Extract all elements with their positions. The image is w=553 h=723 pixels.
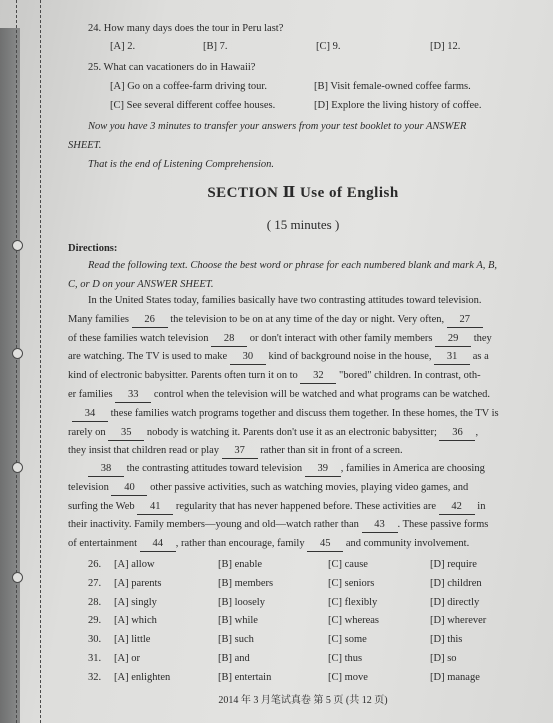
cloze-blank-31[interactable]: 31 [434,350,470,365]
question-25-option-d: [D] Explore the living history of coffee. [314,100,482,111]
passage-text: their inactivity. Family members—young and old—watch rather than [68,519,362,531]
page-footer: 2014 年 3 月笔试真卷 第 5 页 (共 12 页) [218,695,388,706]
binding-hole-icon [12,462,23,473]
choice-option-b[interactable]: [B] enable [218,559,263,570]
cloze-blank-30[interactable]: 30 [230,350,266,365]
passage-text: er families [68,389,116,400]
choice-option-a[interactable]: [A] parents [114,577,162,589]
question-25-option-a: [A] Go on a coffee-farm driving tour. [110,81,267,92]
choice-option-a[interactable]: [A] little [114,634,151,646]
choice-option-b[interactable]: [B] and [218,653,250,664]
passage-text: television [68,481,112,493]
passage-text: regularity that has never happened before. These activities are [173,500,439,512]
cloze-blank-42[interactable]: 42 [439,500,475,515]
passage-text: surfing the Web [68,500,138,512]
section-title: SECTION Ⅱ Use of English [207,185,399,201]
passage-text: the contrasting attitudes toward television [124,463,305,474]
passage-line [68,498,485,517]
question-25-option-b: [B] Visit female-owned coffee farms. [314,81,471,92]
passage-text: of these families watch television [68,332,212,344]
section-duration: ( 15 minutes ) [266,217,340,232]
choice-option-a[interactable]: [A] or [114,653,140,664]
cloze-blank-45[interactable]: 45 [307,537,343,552]
choice-option-c[interactable]: [C] whereas [328,615,380,627]
passage-text: rather than sit in front of a screen. [257,445,403,457]
choice-option-a[interactable]: [A] singly [114,596,157,608]
passage-line [68,479,468,498]
cloze-blank-43[interactable]: 43 [362,518,398,533]
choice-option-a[interactable]: [A] allow [114,559,155,570]
passage-text: they [471,332,492,344]
choice-option-d[interactable]: [D] wherever [430,615,487,627]
choice-option-d[interactable]: [D] this [430,634,463,646]
passage-line [68,367,481,386]
passage-text: . These passive forms [397,519,489,531]
passage-text: rarely on [68,426,109,438]
binding-hole-icon [12,348,23,359]
cloze-blank-40[interactable]: 40 [111,481,147,496]
cloze-blank-33[interactable]: 33 [115,388,151,403]
passage-text: and community involvement. [343,538,470,550]
passage-line [88,460,485,479]
choice-number: 28. [88,596,102,608]
binding-shadow [0,28,20,723]
question-25-stem: 25. What can vacationers do in Hawaii? [88,62,256,73]
choice-option-c[interactable]: [C] thus [328,653,363,664]
passage-line [72,405,499,424]
cloze-blank-32[interactable]: 32 [300,369,336,384]
choice-option-d[interactable]: [D] directly [430,596,480,608]
directions-label: Directions: [68,243,118,254]
passage-text: these families watch programs together and discuss them together. In these homes, the TV is [108,407,499,419]
passage-text: nobody is watching it. Parents don't use it as an electronic babysitter; [144,426,440,438]
cloze-blank-44[interactable]: 44 [140,537,176,552]
passage-line [88,292,482,311]
choice-option-c[interactable]: [C] flexibly [328,596,378,608]
passage-text: , rather than encourage, family [175,538,308,550]
question-24-option-a: [A] 2. [110,41,136,52]
cloze-blank-27[interactable]: 27 [447,313,483,328]
choice-option-c[interactable]: [C] some [328,634,367,646]
passage-text: as a [470,351,489,363]
passage-line [68,516,488,535]
cloze-blank-28[interactable]: 28 [211,332,247,347]
passage-text: "bored" children. In contrast, oth- [336,370,481,382]
transfer-instruction-cont: SHEET. [68,140,102,151]
choice-option-b[interactable]: [B] while [218,615,258,627]
passage-text: kind of background noise in the house, [265,351,435,363]
choice-option-c[interactable]: [C] seniors [328,577,375,589]
cloze-blank-37[interactable]: 37 [222,444,258,459]
choice-option-d[interactable]: [D] require [430,559,477,570]
passage-text: other passive activities, such as watching movies, playing video games, and [147,481,469,493]
cloze-blank-29[interactable]: 29 [435,332,471,347]
question-25-option-c: [C] See several different coffee houses. [110,100,276,111]
choice-number: 26. [88,559,102,570]
directions-text-cont: C, or D on your ANSWER SHEET. [68,279,214,290]
passage-text: are watching. The TV is used to make [68,351,230,363]
passage-text: of entertainment [68,538,140,550]
cloze-blank-39[interactable]: 39 [305,462,341,477]
choice-option-a[interactable]: [A] which [114,615,157,627]
cloze-blank-26[interactable]: 26 [132,313,168,328]
passage-text: the television to be on at any time of the day or night. Very often, [167,313,447,325]
binding-hole-icon [12,572,23,583]
passage-text: In the United States today, families basically have two contrasting attitudes toward television. [88,295,482,306]
cloze-blank-34[interactable]: 34 [72,407,108,422]
choice-number: 32. [88,671,102,683]
cloze-blank-41[interactable]: 41 [137,500,173,515]
directions-text: Read the following text. Choose the best word or phrase for each numbered blank and mark A, B, [88,260,498,271]
transfer-instruction: Now you have 3 minutes to transfer your answers from your test booklet to your ANSWER [88,121,467,132]
passage-text: , families in America are choosing [340,463,485,474]
choice-number: 27. [88,577,102,589]
passage-line [68,348,489,367]
passage-text: kind of electronic babysitter. Parents often turn it on to [68,370,301,382]
passage-line [68,330,492,349]
binding-dashed-line [16,0,17,723]
question-24-option-b: [B] 7. [203,41,228,52]
passage-line [68,535,469,554]
passage-text: or don't interact with other family members [247,332,436,344]
choice-option-d[interactable]: [D] manage [430,671,480,683]
passage-text: in [474,500,486,512]
cloze-blank-36[interactable]: 36 [439,426,475,441]
question-24-stem: 24. How many days does the tour in Peru last? [88,23,284,34]
choice-option-b[interactable]: [B] entertain [218,671,272,683]
choice-option-b[interactable]: [B] members [218,577,274,589]
choice-number: 30. [88,634,102,646]
cloze-blank-35[interactable]: 35 [108,426,144,441]
passage-text: control when the television will be watched and what programs can be watched. [151,389,491,400]
passage-line [68,311,483,330]
choice-number: 29. [88,615,102,627]
passage-text: they insist that children read or play [68,445,222,457]
question-24-option-c: [C] 9. [316,41,341,52]
choice-option-b[interactable]: [B] loosely [218,596,265,608]
choice-option-c[interactable]: [C] move [328,671,368,683]
choice-option-d[interactable]: [D] children [430,577,482,589]
passage-text: Many families [68,313,132,325]
choice-option-c[interactable]: [C] cause [328,559,368,570]
binding-hole-icon [12,240,23,251]
passage-line [68,424,478,443]
choice-option-d[interactable]: [D] so [430,653,457,664]
choice-option-b[interactable]: [B] such [218,634,254,646]
passage-text: , [475,426,479,438]
binding-dashed-line [40,0,41,723]
passage-line [68,386,490,405]
choice-number: 31. [88,653,102,664]
choice-option-a[interactable]: [A] enlighten [114,671,171,683]
listening-end-note: That is the end of Listening Comprehension. [88,159,274,170]
passage-line [68,442,403,461]
cloze-blank-38[interactable]: 38 [88,462,124,477]
question-24-option-d: [D] 12. [430,41,461,52]
